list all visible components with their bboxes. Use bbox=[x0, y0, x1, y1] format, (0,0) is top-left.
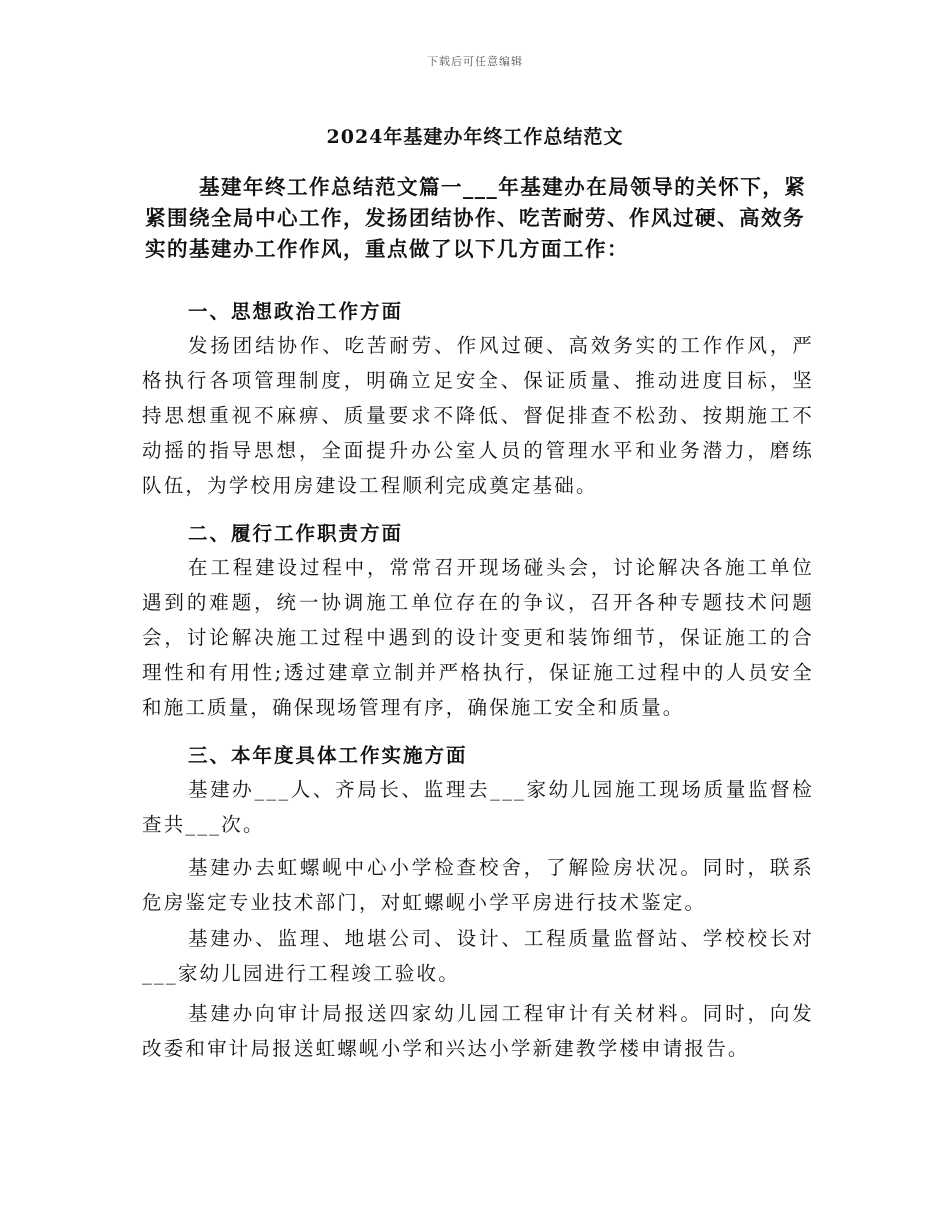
section-3-paragraph-2: 基建办去虹螺岘中心小学检查校舍，了解险房状况。同时，联系危房鉴定专业技术部门，对虹螺岘小学平房进行技术鉴定。 bbox=[142, 856, 814, 914]
section-heading-2: 二、履行工作职责方面 bbox=[188, 522, 404, 545]
section-3-paragraph-3: 基建办、监理、地堪公司、设计、工程质量监督站、学校校长对___家幼儿园进行工程竣工验收。 bbox=[142, 927, 814, 985]
header-note: 下载后可任意编辑 bbox=[427, 55, 523, 68]
intro-paragraph: 基建年终工作总结范文篇一___年基建办在局领导的关怀下，紧紧围绕全局中心工作，发扬团结协作、吃苦耐劳、作风过硬、高效务实的基建办工作作风，重点做了以下几方面工作： bbox=[145, 175, 807, 261]
section-3-paragraph-1: 基建办___人、齐局长、监理去___家幼儿园施工现场质量监督检查共___次。 bbox=[142, 778, 814, 836]
section-3-paragraph-4: 基建办向审计局报送四家幼儿园工程审计有关材料。同时，向发改委和审计局报送虹螺岘小学和兴达小学新建教学楼申请报告。 bbox=[142, 1002, 814, 1060]
section-heading-1: 一、思想政治工作方面 bbox=[188, 300, 404, 323]
section-1-paragraph-1: 发扬团结协作、吃苦耐劳、作风过硬、高效务实的工作作风，严格执行各项管理制度，明确立足安全、保证质量、推动进度目标，坚持思想重视不麻痹、质量要求不降低、督促排查不松劲、按期施工不动摇的指导思想，全面提升办公室人员的管理水平和业务潜力，磨练队伍，为学校用房建设工程顺利完成奠定基础。 bbox=[142, 334, 814, 497]
document-title: 2024年基建办年终工作总结范文 bbox=[326, 126, 624, 148]
section-heading-3: 三、本年度具体工作实施方面 bbox=[188, 744, 468, 767]
section-2-paragraph-1: 在工程建设过程中，常常召开现场碰头会，讨论解决各施工单位遇到的难题，统一协调施工单位存在的争议，召开各种专题技术问题会，讨论解决施工过程中遇到的设计变更和装饰细节，保证施工的合理性和有用性;透过建章立制并严格执行，保证施工过程中的人员安全和施工质量，确保现场管理有序，确保施工安全和质量。 bbox=[142, 556, 814, 719]
